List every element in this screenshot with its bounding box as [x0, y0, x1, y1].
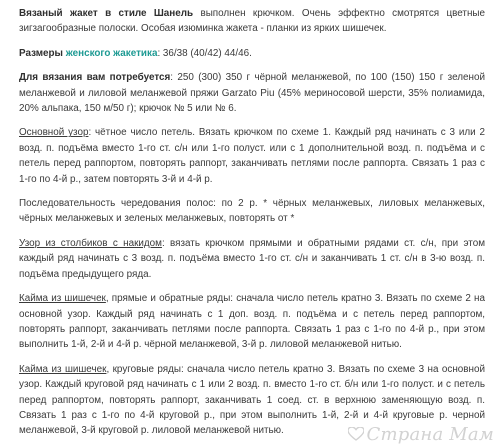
bobble-round-label: Кайма из шишечек [19, 363, 107, 375]
watermark-text: Страна Мам [366, 423, 494, 445]
stripes-text: Последовательность чередования полос: по 2 р. * чёрных меланжевых, лиловых меланжевых, чёрных меланжевых и зеленых меланжевых, повторять от * [19, 198, 485, 225]
stripes-paragraph [19, 196, 485, 227]
dc-pattern-text: : вязать крючком прямыми и обратными рядами ст. с/н, при этом каждый ряд начинать с 3 возд. п. подъёма вместо 1-го ст. с/н и заканчивать 1 ст. с/н в 3-ю возд. п. подъёма предыдущего ряда. [19, 237, 485, 280]
sizes-label: Размеры [19, 47, 63, 59]
sizes-value: : 36/38 (40/42) 44/46. [157, 47, 252, 59]
main-pattern-paragraph [19, 125, 485, 187]
main-pattern-text: : чётное число петель. Вязать крючком по схеме 1. Каждый ряд начинать с 3 или 2 возд. п. подъёма вместо 1-го ст. с/н или 1-го полуст. или с 1 дополнительной возд. п. подъёма и с петель перед раппортом, повторять раппорт, заканчивать петлями после раппорта. Связать 1 раз с 1-го по 4-й р., затем повторять 3-й и 4-й р. [19, 127, 485, 185]
dc-pattern-label: Узор из столбиков с накидом [19, 237, 162, 249]
sizes-accent-link[interactable]: женского жакетика [65, 47, 158, 59]
bobble-edge-text: , прямые и обратные ряды: сначала число петель кратно 3. Вязать по схеме 2 на основной узор. Каждый ряд начинать с 1 доп. возд. п. подъёма и с петель перед раппортом, повторять раппорт, заканчивать петлями после раппорта. Связать 1 раз с 1-го по 4-й р., при этом выполнить 1-й, 2-й и 4-й р. чёрной меланжевой, 3-й р. лиловой меланжевой нитью. [19, 293, 485, 351]
main-pattern-label: Основной узор [19, 127, 89, 139]
materials-label: Для вязания вам потребуется [19, 72, 171, 84]
intro-paragraph [19, 6, 485, 37]
materials-text: : 250 (300) 350 г чёрной меланжевой, по 100 (150) 150 г зеленой меланжевой и лиловой меланжевой пряжи Garzato Piu (45% мериносовой шерсти, 35% полиамида, 20% альпака, 150 м/50 г); крючок № 5 или № 6. [19, 72, 485, 115]
bobble-edge-paragraph [19, 291, 485, 353]
intro-title: Вязаный жакет в стиле Шанель [19, 8, 194, 19]
sizes-paragraph [19, 46, 485, 61]
materials-paragraph [19, 70, 485, 116]
intro-text: выполнен крючком. Очень эффектно смотрятся цветные зигзагообразные полоски. Особая изюминка жакета - планки из ярких шишечек. [19, 8, 485, 35]
heart-icon [348, 427, 364, 441]
bobble-round-text: , круговые ряды: сначала число петель кратно 3. Вязать по схеме 3 на основной узор. Каждый круговой ряд начинать с 1 или 2 возд. п. вместо 1-го ст. б/н или 1-го полуст. и с петель перед раппортом, повторять раппорт, заканчивать 1 соед. ст. в верхнюю заменяющую возд. п. Связать 1 раз с 1-го по 4-й круговой р., при этом выполнить 1-й, 2-й и 4-й круговые р. черной меланжевой, 3-й круговой р. лиловой меланжевой нитью. [19, 363, 485, 437]
site-watermark [348, 423, 495, 445]
article-body [19, 6, 485, 448]
bobble-edge-label: Кайма из шишечек [19, 293, 106, 305]
dc-pattern-paragraph [19, 236, 485, 282]
